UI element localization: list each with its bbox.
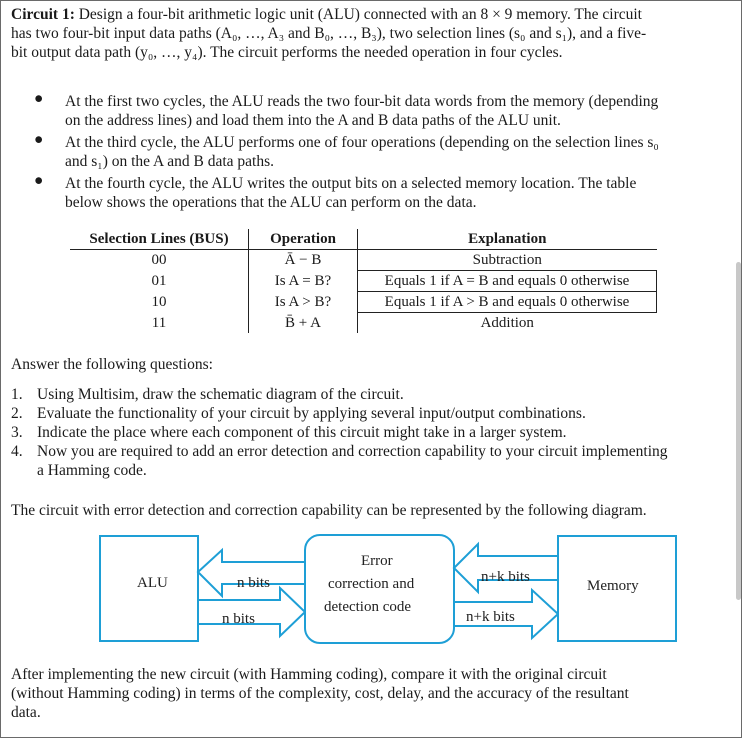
question-number: 1. (11, 386, 23, 403)
circuit-title: Circuit 1: (11, 6, 75, 23)
bullet-3-line-2: below shows the operations that the ALU can perform on the data. (65, 194, 477, 211)
final-line-2: (without Hamming coding) in terms of the complexity, cost, delay, and the accuracy of the resultant (11, 685, 629, 702)
table-row (70, 313, 657, 334)
arrow-left-top-label: n bits (237, 575, 270, 591)
center-label-3: detection code (324, 599, 412, 615)
header-operation: Operation (249, 229, 358, 250)
bullet-1-line-2: on the address lines) and load them into the A and B data paths of the ALU unit. (65, 112, 561, 129)
question-text: Evaluate the functionality of your circuit by applying several input/output combinations. (37, 405, 586, 422)
bullet-1-line-1: At the first two cycles, the ALU reads the two four-bit data words from the memory (depending (65, 93, 659, 110)
final-line-3: data. (11, 704, 41, 721)
question-1 (11, 385, 404, 404)
cell-bus: 01 (70, 271, 249, 292)
question-text: Now you are required to add an error detection and correction capability to your circuit implementing (37, 443, 668, 460)
cell-operation: Is A > B? (249, 292, 358, 313)
table-row (70, 250, 657, 271)
question-2 (11, 404, 586, 423)
question-number: 3. (11, 424, 23, 441)
operations-table (70, 229, 657, 333)
bullet-icon: ● (34, 90, 44, 107)
intro-text-1: Design a four-bit arithmetic logic unit (ALU) connected with an 8 × 9 memory. The circuit (78, 6, 642, 23)
center-label-2: correction and (328, 576, 415, 592)
memory-label: Memory (587, 578, 639, 594)
diagram-intro: The circuit with error detection and correction capability can be represented by the following diagram. (11, 502, 647, 519)
bullet-icon: ● (34, 131, 44, 148)
cell-operation: Is A = B? (249, 271, 358, 292)
question-3 (11, 423, 567, 442)
intro-line-3: bit output data path (y₀, …, y₄). The circuit performs the needed operation in four cycles. (11, 44, 563, 61)
question-4 (11, 442, 668, 461)
arrow-right-top-label: n+k bits (481, 569, 530, 585)
questions-intro: Answer the following questions: (11, 356, 213, 373)
cell-bus: 10 (70, 292, 249, 313)
cell-bus: 11 (70, 313, 249, 334)
question-text: Using Multisim, draw the schematic diagram of the circuit. (37, 386, 404, 403)
question-4-line-2: a Hamming code. (37, 462, 147, 479)
arrow-right-bottom-label: n+k bits (466, 609, 515, 625)
question-number: 4. (11, 443, 23, 460)
center-label-1: Error (361, 553, 393, 569)
cell-explanation: Equals 1 if A > B and equals 0 otherwise (358, 292, 657, 313)
final-line-1: After implementing the new circuit (with Hamming coding), compare it with the original circuit (11, 666, 607, 683)
intro-line-1 (11, 5, 642, 24)
arrow-left-bottom-label: n bits (222, 611, 255, 627)
cell-explanation: Subtraction (472, 252, 542, 268)
bullet-3-line-1: At the fourth cycle, the ALU writes the output bits on a selected memory location. The table (65, 175, 637, 192)
bullet-2-line-1: At the third cycle, the ALU performs one of four operations (depending on the selection lines s₀ (65, 134, 659, 151)
block-diagram (0, 530, 750, 650)
table-row (70, 271, 657, 292)
bullet-icon: ● (34, 172, 44, 189)
question-text: Indicate the place where each component of this circuit might take in a larger system. (37, 424, 567, 441)
cell-bus: 00 (70, 250, 249, 271)
header-selection-lines: Selection Lines (BUS) (70, 229, 249, 250)
bullet-2-line-2: and s₁) on the A and B data paths. (65, 153, 275, 170)
table-row (70, 292, 657, 313)
cell-explanation: Equals 1 if A = B and equals 0 otherwise (358, 271, 657, 292)
cell-explanation: Addition (480, 315, 534, 331)
alu-label: ALU (137, 575, 168, 591)
scrollbar-thumb[interactable] (736, 262, 741, 600)
table-header-row (70, 229, 657, 250)
cell-operation: Ā − B (249, 250, 358, 271)
question-number: 2. (11, 405, 23, 422)
cell-operation: B̄ + A (249, 313, 358, 334)
intro-line-2: has two four-bit input data paths (A₀, …, A₃ and B₀, …, B₃), two selection lines (s₀ and s₁), and a five- (11, 25, 647, 42)
header-explanation: Explanation (358, 229, 657, 250)
